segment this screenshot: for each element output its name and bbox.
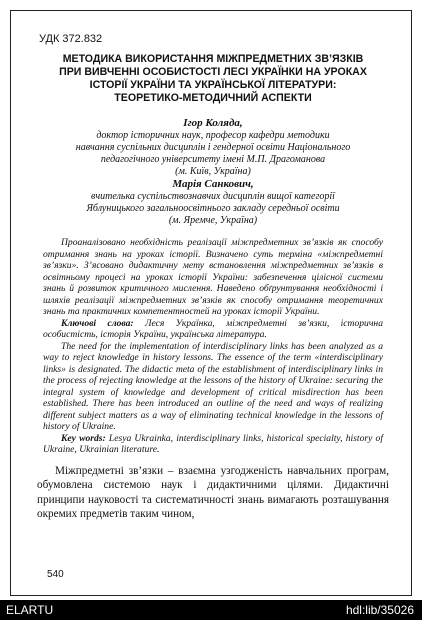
title-line: МЕТОДИКА ВИКОРИСТАННЯ МІЖПРЕДМЕТНИХ ЗВ’ЯЗКІВ — [62, 53, 364, 65]
page-content — [37, 33, 389, 522]
author-location: (м. Яремче, Україна) — [168, 215, 258, 226]
title-line: ТЕОРЕТИКО-МЕТОДИЧНИЙ АСПЕКТИ — [114, 92, 312, 104]
title-line: ІСТОРІЇ УКРАЇНИ ТА УКРАЇНСЬКОЇ ЛІТЕРАТУРИ: — [89, 79, 337, 91]
author-affiliation: доктор історичних наук, професор кафедри методики — [96, 130, 330, 141]
abstract-en: The need for the implementation of interdisciplinary links has been analyzed as a way to reject knowledge in history lessons. The essence of the term «interdisciplinary links» is designated. The didactic meta of the establishment of interdisciplinary links in the process of rejecting knowledge at the lessons of the history of Ukraine: securing the integral system of knowledge and development of critical misdirection has been established. There has been introduced an outline of the need and ways of realizing different subject matters as a way of eliminating technical knowledge in the lessons of history of Ukraine. — [43, 340, 383, 432]
keywords-text: Леся Українка, міжпредметні зв’язки, історична особистість, історія України, українська література. — [43, 317, 383, 340]
page-frame — [10, 10, 412, 596]
keywords-en — [43, 433, 383, 456]
author-affiliation: навчання суспільних дисциплін і гендерної освіти Національного — [75, 142, 351, 153]
keywords-label: Ключові слова: — [61, 317, 134, 329]
author-name: Марія Санкович, — [172, 178, 254, 190]
udc-code: УДК 372.832 — [39, 33, 103, 45]
title-line: ПРИ ВИВЧЕННІ ОСОБИСТОСТІ ЛЕСІ УКРАЇНКИ НА УРОКАХ — [59, 66, 367, 78]
keywords-label: Key words: — [61, 432, 106, 444]
page-number: 540 — [47, 569, 64, 580]
abstract-ua: Проаналізовано необхідність реалізації міжпредметних зв’язків як способу отримання знань на уроках історії. Визначено суть терміна «міжпредметні зв’язки». З’ясовано дидактичну мету встановлення міжпредметних зв’язків в освітньому процесі на уроках історії України: забезпечення цілісної системи знань й розвиток критичного мислення. Наведено обґрунтування необхідності і шляхів реалізації міжпредметних зв’язків як способу отримання теоретичних знань та практичних компетентностей на уроках історії України. — [43, 237, 383, 317]
footer-repository: ELARTU — [6, 603, 54, 617]
author-location: (м. Київ, Україна) — [175, 166, 251, 177]
author-affiliation: вчителька суспільствознавчих дисциплін вищої категорії — [91, 191, 335, 202]
author-affiliation: педагогічного університету імені М.П. Драгоманова — [100, 154, 326, 165]
keywords-ua — [43, 318, 383, 341]
article-title — [37, 53, 389, 105]
footer-bar — [0, 600, 422, 620]
body-paragraph: Міжпредметні зв’язки – взаємна узгодженість навчальних програм, обумовлена системою наук і дидактичними цілями. Дидактичні принципи науковості та систематичності знань вимагають розташування окремих предметів таким чином, — [37, 464, 389, 520]
author-affiliation: Яблуницького загальноосвітнього закладу середньої освіти — [86, 203, 340, 214]
author-name: Ігор Коляда, — [183, 117, 243, 129]
keywords-text: Lesya Ukrainka, interdisciplinary links, historical specialty, history of Ukraine, Ukrainian literature. — [43, 432, 383, 455]
abstract — [43, 237, 383, 456]
footer-handle: hdl:lib/35026 — [345, 603, 414, 617]
